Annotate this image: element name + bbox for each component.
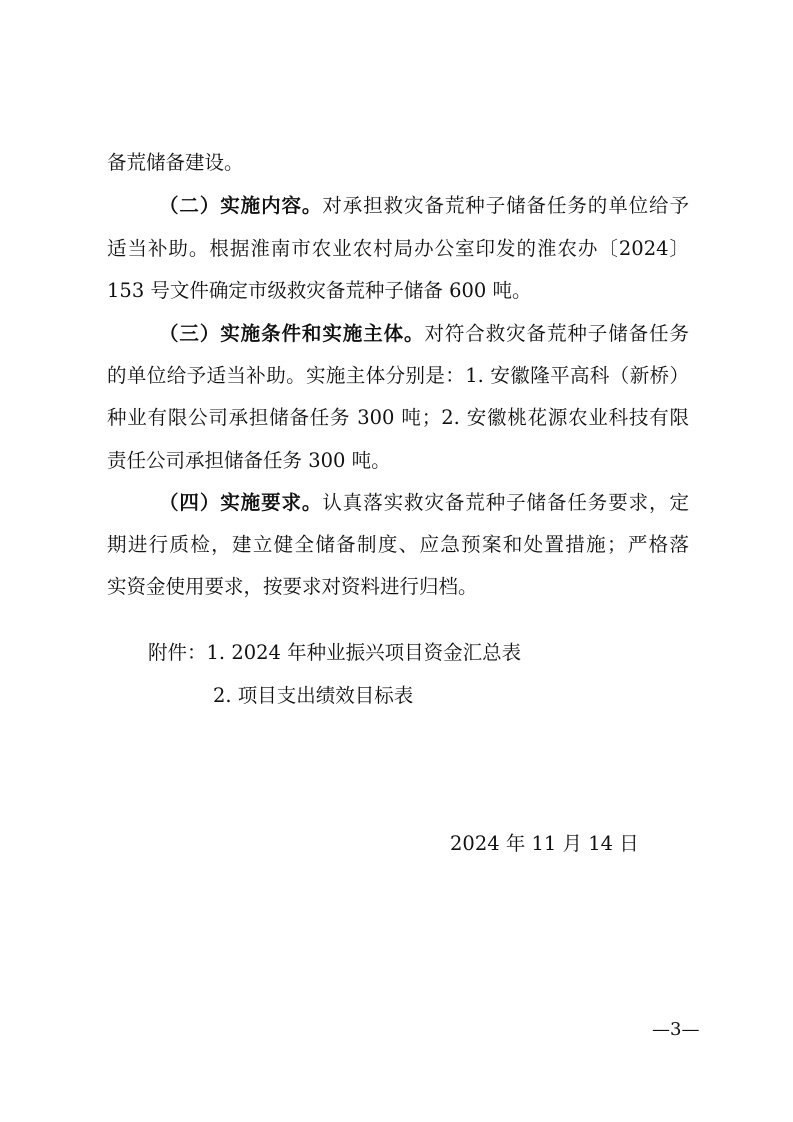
section-2-heading: （二）实施内容。 <box>159 194 323 217</box>
document-date: 2024 年 11 月 14 日 <box>450 832 639 855</box>
section-4-first-line <box>159 491 689 515</box>
paragraph-line: 适当补助。根据淮南市农业农村局办公室印发的淮农办〔2024〕 <box>107 237 689 260</box>
text: 认真落实救灾备荒种子储备任务要求，定 <box>322 491 689 514</box>
text: 对承担救灾备荒种子储备任务的单位给予 <box>322 194 689 217</box>
section-3-first-line <box>159 322 689 346</box>
attachment-item-1 <box>148 641 521 665</box>
paragraph-line: 153 号文件确定市级救灾备荒种子储备 600 吨。 <box>107 279 532 302</box>
section-3-heading: （三）实施条件和实施主体。 <box>159 322 425 345</box>
section-2-first-line <box>159 194 689 218</box>
attachment-item-2: 2. 项目支出绩效目标表 <box>213 684 414 707</box>
paragraph-line: 的单位给予适当补助。实施主体分别是：1. 安徽隆平高科（新桥） <box>107 364 689 387</box>
paragraph-line: 期进行质检，建立健全储备制度、应急预案和处置措施；严格落 <box>107 533 689 556</box>
paragraph-line: 责任公司承担储备任务 300 吨。 <box>107 449 391 472</box>
section-4-heading: （四）实施要求。 <box>159 491 323 514</box>
attachment-text: 1. 2024 年种业振兴项目资金汇总表 <box>206 641 522 664</box>
paragraph-line: 种业有限公司承担储备任务 300 吨；2. 安徽桃花源农业科技有限 <box>107 406 689 429</box>
text: 备荒储备建设。 <box>107 151 244 174</box>
paragraph-line: 实资金使用要求，按要求对资料进行归档。 <box>107 575 478 598</box>
text: 对符合救灾备荒种子储备任务 <box>424 322 689 345</box>
attachment-label: 附件： <box>148 641 207 664</box>
page-number: —3— <box>652 1019 700 1040</box>
paragraph-line <box>107 151 244 175</box>
